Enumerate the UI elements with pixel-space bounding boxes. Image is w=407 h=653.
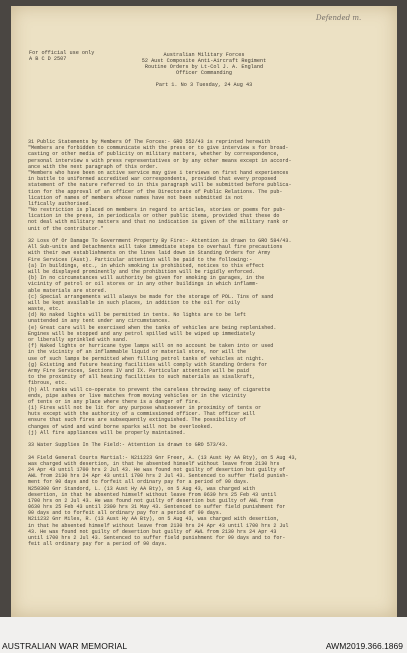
body-text-line: was charged with desertion, in that he absented himself without leave from 2130 hrs bbox=[28, 460, 280, 467]
body-text-line: statement of the nature referred to in this paragraph will be submitted before publica- bbox=[28, 182, 292, 189]
body-text-line: 33 Water Supplies In The Field:- Attention is drawn to GRO 573/43. bbox=[28, 442, 228, 449]
body-text-line: 31 Public Statements by Members Of The Forces:- GRO 552/43 is reprinted herewith bbox=[28, 139, 271, 145]
body-text-line: "No restriction is placed on members in regard to articles, stories or poems for pub- bbox=[28, 207, 286, 214]
body-text-line: AWL from 2130 hrs 24 Apr 43 until 1700 hrs 2 Jul 43. Sentenced to suffer field punish- bbox=[28, 473, 289, 480]
accession-number: AWM2019.366.1869 bbox=[325, 641, 403, 651]
heading-line: Australian Military Forces bbox=[163, 52, 245, 58]
body-text-line: to the proximity of all heating facilities to such materials as sisalkraft, bbox=[28, 374, 256, 381]
document-page bbox=[11, 6, 397, 617]
orders-body bbox=[28, 139, 388, 547]
body-text-line: 32 Loss Of Or Damage To Government Property By Fire:- Attention is drawn to GRO 584/43. bbox=[28, 238, 292, 244]
body-text-line: (f) Naked lights or hurricane type lamps will on no account be taken into or used bbox=[28, 343, 274, 350]
body-text-line: (c) Special arrangements will always be made for the storage of POL. Tins of sand bbox=[28, 293, 274, 300]
body-text-line: (g) Existing and future heating facilities will comply with Standing Orders for bbox=[28, 361, 268, 368]
body-text-line: lication of names of members whose names have not been submitted is not bbox=[28, 194, 244, 201]
body-text-line: ends, pipe ashes or live matches from moving vehicles or in the vicinity bbox=[28, 392, 247, 399]
body-text-line: (d) No naked lights will be permitted in tents. No lights are to be left bbox=[28, 312, 247, 319]
body-text-line: (i) Fires will not be lit for any purpose whatsoever in proximity of tents or bbox=[28, 405, 262, 412]
body-text-line: personal interview s with press representatives or by any other means except in accord- bbox=[28, 157, 292, 164]
body-text-line: desertion, in that he absented himself without leave from 0630 hrs 25 Feb 43 until bbox=[28, 491, 277, 498]
body-text-line: 34 Field General Courts Martial:- N211223 Gnr Freer, A. (13 Aust Hy AA Bty), on 5 Aug 43, bbox=[28, 454, 298, 461]
body-text-line: feit all ordinary pay for a period of 90 days. bbox=[28, 541, 168, 548]
body-text-line: will be displayed prominently and the prohibition will be rigidly enforced. bbox=[28, 268, 256, 275]
body-text-line: "Members who have been on active service may give i terviews on first hand experiences bbox=[28, 169, 289, 176]
body-text-line: waste, etc. bbox=[28, 306, 62, 313]
orders-heading bbox=[11, 52, 397, 88]
body-text-line: ment for 90 days and to forfeit all ordinary pay for a period of 90 days. bbox=[28, 479, 250, 486]
body-text-line: 43. He was found not guilty of desertion but guilty of AWL from 2130 hrs 24 Apr 43 bbox=[28, 528, 277, 535]
body-text-line: Army Fire Services, Sections IV and IX. Particular attention will be paid bbox=[28, 367, 250, 374]
body-text-line: or liberally sprinkled with sand. bbox=[28, 337, 128, 343]
body-text-line: N250300 Gnr Standord, L. (13 Aust Hy AA Bty), on 5 Aug 43, was charged with bbox=[28, 485, 256, 492]
heading-line: Part 1. No 3 Tuesday, 24 Aug 43 bbox=[155, 82, 253, 89]
archive-name: AUSTRALIAN WAR MEMORIAL bbox=[2, 641, 128, 651]
heading-line: 52 Aust Composite Anti-Aircraft Regiment bbox=[141, 58, 267, 65]
body-text-line: will be kept available in such places, in addition to the oil for oily bbox=[28, 299, 241, 306]
body-text-line: tion for the approval of an officer of the Directorate of Public Relations. The pub- bbox=[28, 188, 283, 195]
body-text-line: (e) Great care will be exercised when the tanks of vehicles are being replenished. bbox=[28, 324, 277, 331]
body-text-line: changes of wind and wind borne sparks will not be overlooked. bbox=[28, 423, 213, 430]
body-text-line: until 1700 hrs 2 Jul 43. Sentenced to suffer field punishment for 90 days and to for- bbox=[28, 535, 286, 541]
body-text-line: (a) In buildings, etc., in which smoking is prohibited, notices to this effect bbox=[28, 262, 265, 269]
body-text-line: lication in the press, in periodicals or other public items, provided that these do bbox=[28, 213, 280, 220]
body-text-line: with their own establishments on the lines laid down in Standing Orders for Army bbox=[28, 250, 271, 257]
pencil-annotation: Defended m. bbox=[316, 14, 362, 22]
body-text-line: N211232 Gnr Miles, R. (13 Aust Hy AA Bty), on 5 Aug 43, was charged with desertion, bbox=[28, 516, 280, 523]
body-text-line: 1700 hrs on 2 Jul 43. He was found not guilty of desertion but guilty of AWL from bbox=[28, 497, 274, 504]
body-text-line: use of such lamps be permitted when filling petrol tanks of vehicles at night. bbox=[28, 355, 265, 362]
body-text-line: All Sub-units and Detachments will take immediate steps to overhaul fire precautions bbox=[28, 244, 283, 251]
body-text-line: (h) All ranks will co-operate to prevent the careless throwing away of cigarette bbox=[28, 386, 271, 393]
body-text-line: casting or other media of publicity on military matters, whether by correspondence, bbox=[28, 151, 280, 158]
body-text-line: Fire Services (Aust). Particular attention will be paid to the following:- bbox=[28, 256, 253, 263]
classification-line: For official use only bbox=[29, 50, 95, 56]
body-text-line: ensure that such fires are subsequently extinguished. The possibility of bbox=[28, 417, 247, 424]
body-text-line: able materials are stored. bbox=[28, 287, 107, 294]
body-text-line: unattended in any tent under any circumstances. bbox=[28, 318, 171, 325]
body-text-line: 0630 hrs 25 Feb 43 until 2300 hrs 31 May 43. Sentenced to suffer field punishment for bbox=[28, 504, 286, 511]
classification-line: A B C D 2507 bbox=[29, 56, 67, 63]
heading-line: Routine Orders by Lt-Col J. A. England bbox=[144, 64, 264, 71]
archive-footer bbox=[0, 617, 407, 653]
body-text-line: (j) All fire appliances will be properly maintained. bbox=[28, 429, 186, 436]
body-text-line: of tents or in any place where there is a danger of fire. bbox=[28, 398, 201, 405]
body-text-line: not deal with military matters and that no indication is given of the military rank or bbox=[28, 219, 289, 226]
body-text-line: in the vicinity of an inflammable liquid or material store, nor will the bbox=[28, 349, 247, 356]
body-text-line: (b) In no circumstances will authority be given for smoking in garages, in the bbox=[28, 275, 265, 282]
body-text-line: Engines will be stopped and any petrol spilled will be wiped up immediately bbox=[28, 330, 256, 337]
heading-line: Officer Commanding bbox=[175, 70, 233, 77]
body-text-line: vicinity of petrol or oil stores or in any other buildings in which inflamm- bbox=[28, 281, 259, 288]
body-text-line: lifically authorised. bbox=[28, 200, 92, 207]
body-text-line: fibrous, etc. bbox=[28, 380, 68, 387]
body-text-line: in battle to uniformed accredited war correspondents, provided that every proposed bbox=[28, 176, 277, 183]
body-text-line: "Members are forbidden to communicate with the press or to give interview s for broad- bbox=[28, 145, 289, 152]
body-text-line: ance with the next paragraph of this order. bbox=[28, 163, 159, 170]
body-text-line: 24 Apr 43 until 1700 hrs 2 Jul 43. He was found not guilty of desertion but guilty of bbox=[28, 466, 286, 473]
body-text-line: unit of the contributor." bbox=[28, 225, 104, 232]
body-text-line: 90 days and to forfeit all ordinary pay for a period of 90 days. bbox=[28, 510, 222, 517]
body-text-line: huts except with the authority of a commissioned officer. That officer will bbox=[28, 411, 256, 418]
body-text-line: in that he absented himself without leave from 2130 hrs 24 Apr 43 until 1700 hrs 2 Jul bbox=[28, 522, 289, 529]
